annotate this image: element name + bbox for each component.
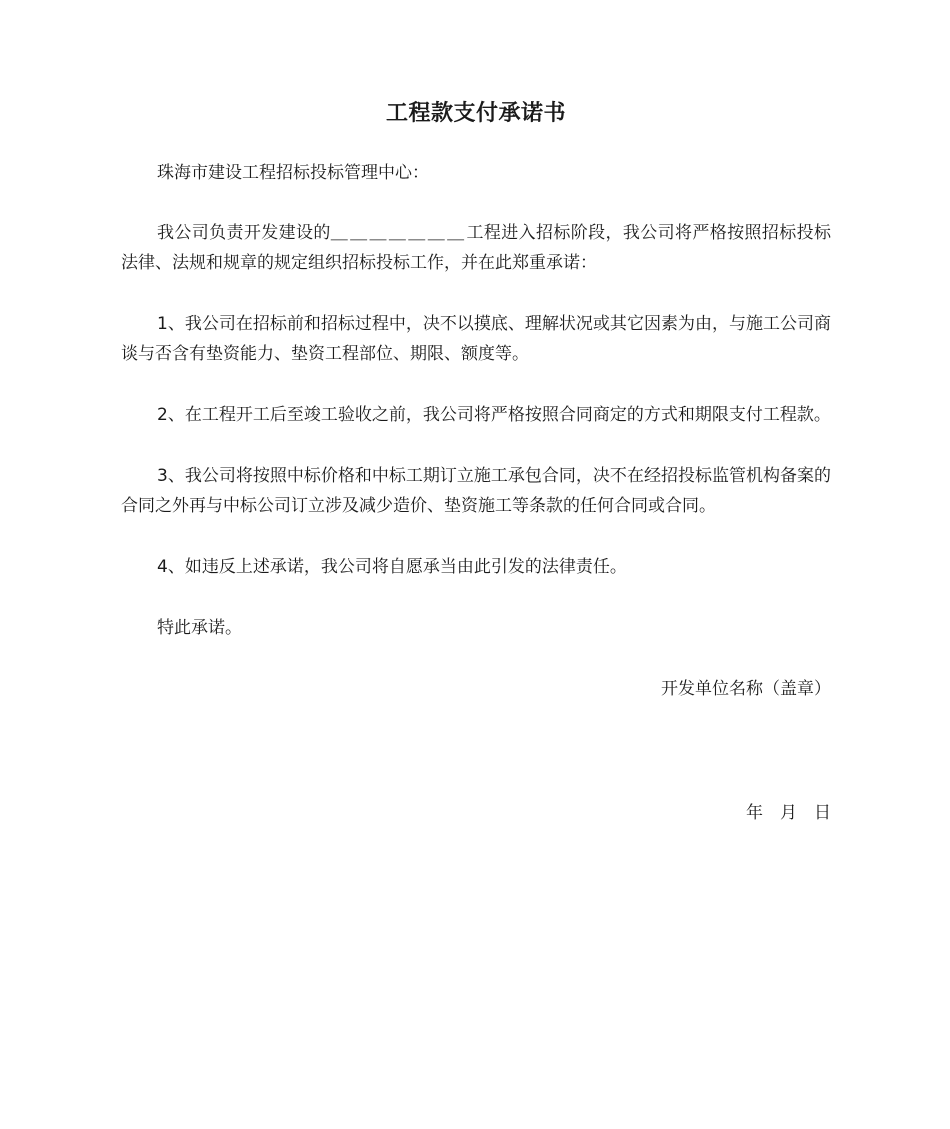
- closing-statement: 特此承诺。: [157, 618, 242, 638]
- commitment-item-2: 2、在工程开工后至竣工验收之前，我公司将严格按照合同商定的方式和期限支付工程款。: [157, 405, 831, 425]
- signature-line: 开发单位名称（盖章）: [661, 679, 831, 699]
- commitment-item-1: 1、我公司在招标前和招标过程中，决不以摸底、理解状况或其它因素为由，与施工公司商谈与否含有垫资能力、垫资工程部位、期限、额度等。: [121, 314, 831, 364]
- intro-text-before-blank: 我公司负责开发建设的: [157, 223, 331, 243]
- intro-paragraph: [121, 218, 831, 278]
- document-title: 工程款支付承诺书: [385, 101, 566, 126]
- commitment-item-3: 3、我公司将按照中标价格和中标工期订立施工承包合同，决不在经招投标监管机构备案的合同之外再与中标公司订立涉及减少造价、垫资施工等条款的任何合同或合同。: [121, 466, 831, 516]
- project-name-blank: ＿＿＿＿＿＿＿: [330, 223, 467, 243]
- intro-text-after-blank: 工程进入招标阶段，我公司将严格按照招标投标法律、法规和规章的规定组织招标投标工作，并在此郑重承诺：: [121, 223, 832, 273]
- addressee-line: 珠海市建设工程招标投标管理中心：: [157, 163, 429, 183]
- commitment-item-4: 4、如违反上述承诺，我公司将自愿承当由此引发的法律责任。: [157, 557, 627, 577]
- document-page: [121, 92, 831, 828]
- date-line: 年 月 日: [746, 803, 831, 823]
